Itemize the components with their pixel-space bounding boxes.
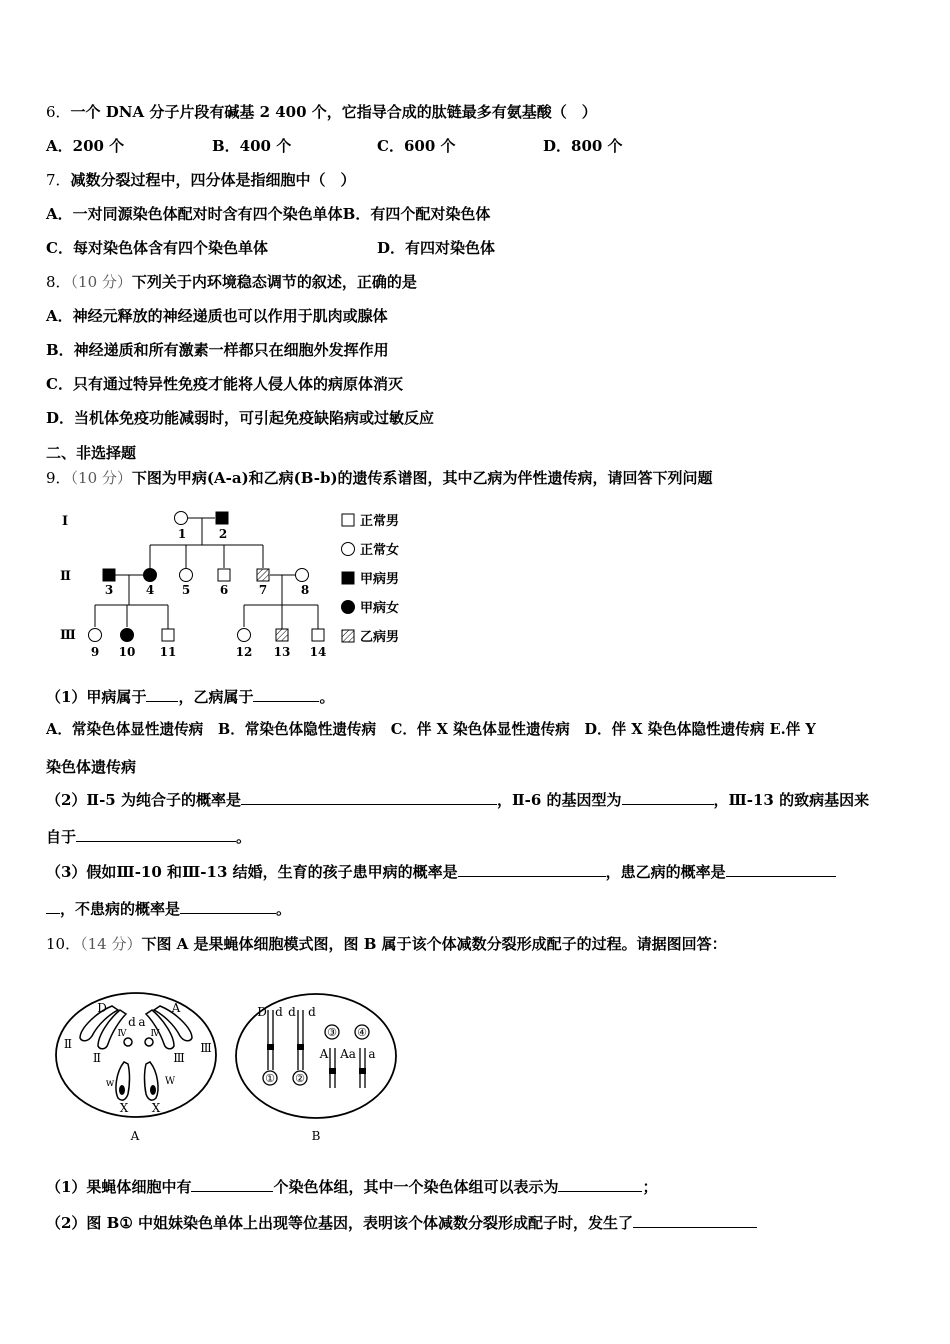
- id-label: 3: [104, 583, 114, 597]
- q9-part3-text: （3）假如Ⅲ-10 和Ⅲ-13 结婚，生育的孩子患甲病的概率是: [46, 863, 458, 881]
- legend-label: 乙病男: [360, 630, 400, 645]
- answer-blank[interactable]: [633, 1213, 757, 1228]
- answer-blank[interactable]: [146, 687, 178, 702]
- chromosome-label: X: [151, 1101, 161, 1115]
- id-label: 10: [118, 645, 136, 659]
- individual-3: [103, 569, 115, 581]
- gene-label: a: [368, 1047, 376, 1061]
- q10-part1-text: 个染色体组，其中一个染色体组可以表示为: [273, 1178, 559, 1196]
- individual-9: [89, 629, 102, 642]
- q9-part1-text: （1）甲病属于: [46, 688, 147, 706]
- answer-blank[interactable]: [726, 862, 836, 877]
- gene-label: w: [105, 1078, 115, 1089]
- gene-label: W: [164, 1076, 176, 1087]
- legend-label: 甲病女: [360, 601, 400, 616]
- gene-label: A: [319, 1047, 329, 1061]
- q9-part3: [46, 862, 836, 882]
- q9-part3-cont: [46, 899, 291, 919]
- id-label: 7: [258, 583, 268, 597]
- answer-blank[interactable]: [458, 862, 606, 877]
- answer-blank[interactable]: [622, 790, 714, 805]
- q9-part1-text: 。: [319, 688, 335, 706]
- answer-blank[interactable]: [180, 899, 276, 914]
- gene-label: A: [171, 1001, 181, 1015]
- chromosome-label: Ⅲ: [200, 1041, 212, 1055]
- legend-label: 正常女: [360, 543, 400, 558]
- chromosome-number-label: ①: [265, 1072, 275, 1085]
- chromosome-label: Ⅳ: [117, 1029, 127, 1039]
- legend-label: 正常男: [360, 514, 400, 529]
- q6-option-a: A．200 个: [46, 137, 125, 155]
- id-label: 8: [300, 583, 310, 597]
- gene-label: D: [97, 1001, 107, 1015]
- q9-part2-text: 自于: [46, 828, 77, 846]
- q7-text: 减数分裂过程中，四分体是指细胞中（ ）: [70, 171, 356, 189]
- q10-part1: [46, 1177, 657, 1197]
- q9-part2: [46, 790, 869, 810]
- id-label: 4: [145, 583, 155, 597]
- individual-7: [257, 569, 269, 581]
- individual-4: [144, 569, 157, 582]
- individual-6: [218, 569, 230, 581]
- q10-part1-text: ；: [642, 1178, 658, 1196]
- q10-part2: [46, 1213, 757, 1233]
- q10-stem: [46, 934, 727, 954]
- chromosome-number-label: ④: [357, 1026, 367, 1039]
- answer-blank[interactable]: [253, 687, 319, 702]
- q6-option-c: C．600 个: [377, 137, 456, 155]
- id-label: 14: [309, 645, 327, 659]
- chromosome-number-label: ②: [295, 1072, 305, 1085]
- legend-a-male-icon: [342, 572, 354, 584]
- id-label: 13: [273, 645, 291, 659]
- generation-label-3: Ⅲ: [60, 628, 76, 643]
- q6-text: 一个 DNA 分子片段有碱基 2 400 个，它指导合成的肽链最多有氨基酸（ ）: [70, 103, 597, 121]
- q7-number: 7．: [46, 171, 71, 189]
- q10-score: （14 分）: [80, 935, 142, 953]
- q9-part1-text: ，乙病属于: [178, 688, 254, 706]
- gene-label: Aa: [340, 1047, 356, 1061]
- chromosome-label: Ⅱ: [63, 1037, 73, 1051]
- gene-label: D: [257, 1005, 267, 1019]
- q9-part3-text: ，不患病的概率是: [60, 900, 181, 918]
- figure-b-cell-diagram: [226, 990, 406, 1145]
- chromosome-number-label: ③: [327, 1026, 337, 1039]
- q7-option-d: D．有四对染色体: [377, 239, 496, 257]
- q9-number: 9．: [46, 469, 71, 487]
- q10-part1-text: （1）果蝇体细胞中有: [46, 1178, 192, 1196]
- individual-5: [180, 569, 193, 582]
- id-label: 12: [235, 645, 253, 659]
- answer-blank[interactable]: [241, 790, 497, 805]
- gene-label: a: [138, 1015, 146, 1029]
- figure-b-caption: B: [311, 1129, 321, 1143]
- id-label: 6: [219, 583, 229, 597]
- id-label: 5: [181, 583, 191, 597]
- individual-1: [175, 512, 188, 525]
- q9-part2-text: ，Ⅲ-13 的致病基因来: [713, 791, 870, 809]
- legend-a-female-icon: [342, 601, 355, 614]
- id-label: 1: [177, 527, 187, 541]
- section-heading: 二、非选择题: [46, 444, 137, 462]
- q10-part2-text: （2）图 B① 中姐妹染色单体上出现等位基因，表明该个体减数分裂形成配子时，发生了: [46, 1214, 634, 1232]
- answer-blank[interactable]: [191, 1177, 273, 1192]
- generation-label-2: Ⅱ: [60, 569, 71, 584]
- q9-choices-line1: A．常染色体显性遗传病 B．常染色体隐性遗传病 C．伴 X 染色体显性遗传病 D．伴 X 染色体隐性遗传病 E.伴 Y: [46, 721, 816, 738]
- q8-option-a: A．神经元释放的神经递质也可以作用于肌肉或腺体: [46, 307, 388, 325]
- individual-2: [216, 512, 228, 524]
- q9-part2-cont: [46, 827, 251, 847]
- q6-option-d: D．800 个: [543, 137, 623, 155]
- q9-stem: [46, 468, 713, 488]
- id-label: 9: [90, 645, 100, 659]
- answer-blank[interactable]: [558, 1177, 642, 1192]
- q8-option-b: B．神经递质和所有激素一样都只在细胞外发挥作用: [46, 341, 389, 359]
- q9-text: 下图为甲病(A-a)和乙病(B-b)的遗传系谱图，其中乙病为伴性遗传病，请回答下列问题: [131, 469, 713, 487]
- q6-number: 6．: [46, 103, 71, 121]
- gene-label: d: [275, 1005, 283, 1019]
- q7-option-ab: A．一对同源染色体配对时含有四个染色单体B．有四个配对染色体: [46, 205, 491, 223]
- chromosome-label: Ⅲ: [173, 1051, 185, 1065]
- q10-number: 10．: [46, 935, 81, 953]
- legend-normal-female-icon: [342, 543, 355, 556]
- q7-stem: [46, 170, 356, 190]
- q9-part1: [46, 687, 334, 707]
- q9-part2-text: ，Ⅱ-6 的基因型为: [496, 791, 622, 809]
- chromosome-label: X: [119, 1101, 129, 1115]
- individual-10: [121, 629, 134, 642]
- chromosome-label: Ⅳ: [150, 1029, 160, 1039]
- id-label: 2: [218, 527, 228, 541]
- legend-normal-male-icon: [342, 514, 354, 526]
- q8-text: 下列关于内环境稳态调节的叙述，正确的是: [131, 273, 417, 291]
- q6-stem: [46, 102, 597, 122]
- answer-blank[interactable]: [76, 827, 236, 842]
- individual-13: [276, 629, 288, 641]
- pedigree-chart: [55, 505, 415, 665]
- q7-option-c: C．每对染色体含有四个染色单体: [46, 239, 268, 257]
- figure-a-cell-diagram: [52, 990, 227, 1145]
- q9-part3-text: 。: [276, 900, 292, 918]
- gene-label: d: [288, 1005, 296, 1019]
- individual-11: [162, 629, 174, 641]
- q6-option-b: B．400 个: [212, 137, 292, 155]
- q8-option-c: C．只有通过特异性免疫才能将人侵人体的病原体消灭: [46, 375, 403, 393]
- legend-label: 甲病男: [360, 572, 400, 587]
- q8-number: 8．: [46, 273, 71, 291]
- q8-stem: [46, 272, 417, 292]
- answer-blank[interactable]: [46, 899, 60, 914]
- q9-score: （10 分）: [70, 469, 132, 487]
- gene-label: d: [308, 1005, 316, 1019]
- q9-part2-text: 。: [236, 828, 252, 846]
- q9-part3-text: ，患乙病的概率是: [605, 863, 726, 881]
- figure-a-caption: A: [130, 1129, 140, 1143]
- legend-b-male-icon: [342, 630, 354, 642]
- q9-choices-line2: 染色体遗传病: [46, 758, 137, 776]
- q8-score: （10 分）: [70, 273, 132, 291]
- q9-part2-text: （2）Ⅱ-5 为纯合子的概率是: [46, 791, 241, 809]
- generation-label-1: Ⅰ: [62, 514, 69, 529]
- q10-text: 下图 A 是果蝇体细胞模式图，图 B 属于该个体减数分裂形成配子的过程。请据图回答：: [141, 935, 727, 953]
- individual-8: [296, 569, 309, 582]
- gene-label: d: [128, 1015, 136, 1029]
- chromosome-label: Ⅱ: [92, 1051, 102, 1065]
- id-label: 11: [159, 645, 177, 659]
- q8-option-d: D．当机体免疫功能减弱时，可引起免疫缺陷病或过敏反应: [46, 409, 435, 427]
- individual-14: [312, 629, 324, 641]
- individual-12: [238, 629, 251, 642]
